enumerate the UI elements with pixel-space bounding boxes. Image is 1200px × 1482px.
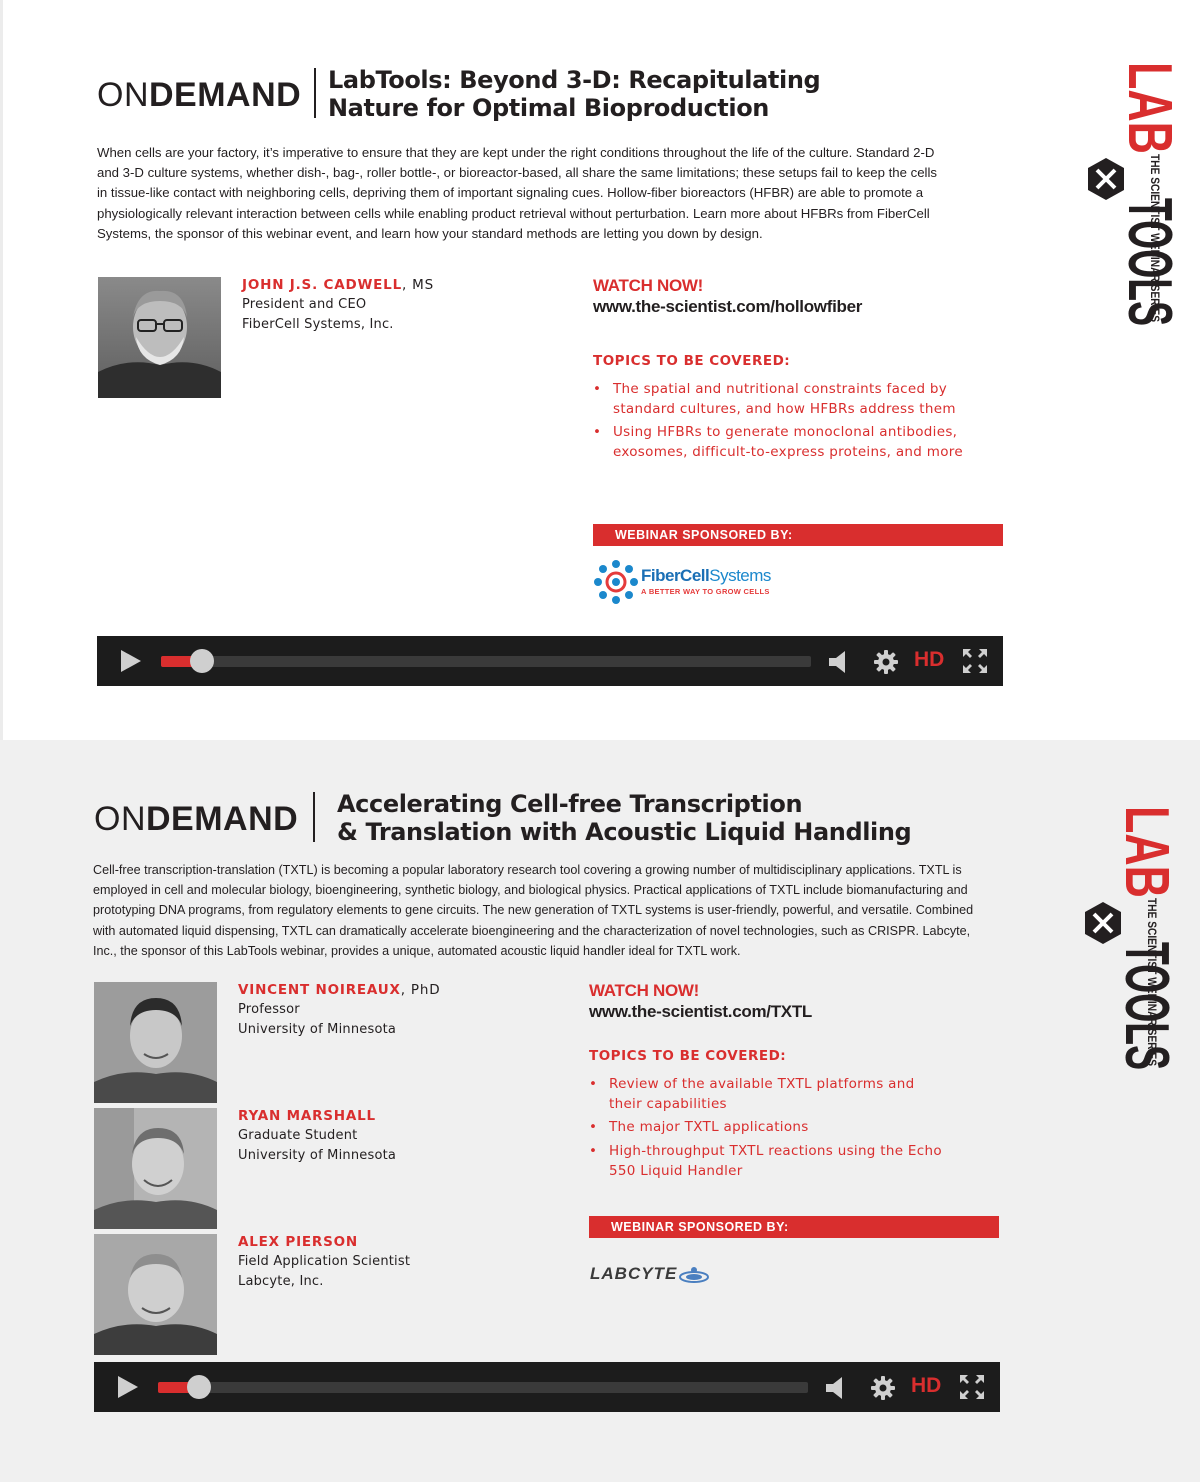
progress-handle[interactable] xyxy=(190,649,214,673)
title-line: Nature for Optimal Bioproduction xyxy=(328,94,769,122)
wrench-icon xyxy=(1088,158,1124,200)
fibercell-name-b: Systems xyxy=(709,566,771,585)
speaker-name xyxy=(238,1108,376,1124)
ondemand-on: ON xyxy=(94,800,146,838)
play-icon[interactable] xyxy=(118,1376,138,1398)
brand-series: THE SCIENTIST WEBINAR SERIES xyxy=(1148,154,1162,332)
brand-tools: TOO xyxy=(1115,198,1173,332)
title-line: LabTools: Beyond 3-D: Recapitulating xyxy=(328,66,821,94)
title-divider xyxy=(314,68,316,118)
brand-series: THE SCIENTIST WEBINAR SERIES xyxy=(1145,898,1159,1076)
play-icon[interactable] xyxy=(121,650,141,672)
ondemand-demand: DEMAND xyxy=(146,800,299,838)
webinar-card-2 xyxy=(0,740,1200,1482)
labtools-brand xyxy=(1070,806,1170,1076)
topic-item xyxy=(589,1142,1009,1181)
bullet-icon: • xyxy=(589,1119,598,1135)
video-player xyxy=(97,636,1003,686)
topic-line: standard cultures, and how HFBRs address them xyxy=(613,400,956,417)
description-line: physiologically relevant interaction between cells while enabling product retrieval without perturbation. Learn more about HFBRs from FiberCell xyxy=(97,205,930,221)
speaker-name-text: ALEX PIERSON xyxy=(238,1234,359,1250)
topic-line: their capabilities xyxy=(609,1095,727,1112)
topic-line: exosomes, difficult-to-express proteins, and more xyxy=(613,443,963,460)
progress-track[interactable] xyxy=(161,656,811,667)
brand-lab: LAB xyxy=(1115,62,1173,190)
topic-line: High-throughput TXTL reactions using the Echo xyxy=(609,1143,942,1159)
speaker-org: FiberCell Systems, Inc. xyxy=(242,317,394,332)
ondemand-label xyxy=(97,76,301,115)
fibercell-name-a: FiberCell xyxy=(641,566,710,585)
topic-line: Review of the available TXTL platforms and xyxy=(609,1076,915,1092)
webinar-description xyxy=(93,860,1013,961)
ondemand-demand: DEMAND xyxy=(149,76,302,114)
speaker-name-text: VINCENT NOIREAUX xyxy=(238,982,401,998)
fibercell-tagline: A BETTER WAY TO GROW CELLS xyxy=(641,587,770,596)
title-divider xyxy=(313,792,315,842)
hd-toggle[interactable]: HD xyxy=(914,648,945,671)
progress-handle[interactable] xyxy=(187,1375,211,1399)
fullscreen-icon[interactable] xyxy=(960,1375,984,1399)
speaker-photo xyxy=(94,982,217,1103)
fibercell-logo-icon xyxy=(593,560,639,604)
speaker-name xyxy=(242,277,434,293)
speaker-name-text: RYAN MARSHALL xyxy=(238,1108,376,1124)
webinar-card-1 xyxy=(0,0,1200,740)
webinar-url-link[interactable]: www.the-scientist.com/hollowfiber xyxy=(593,297,863,316)
ondemand-on: ON xyxy=(97,76,149,114)
watch-now-label: WATCH NOW! xyxy=(589,981,699,1000)
description-line: Inc., the sponsor of this LabTools webinar, provides a unique, automated acoustic liquid handler ideal for TXTL work. xyxy=(93,943,741,958)
hd-toggle[interactable]: HD xyxy=(911,1374,942,1397)
sponsor-bar: WEBINAR SPONSORED BY: xyxy=(589,1216,999,1238)
gear-icon[interactable] xyxy=(874,650,898,674)
brand-lab: LAB xyxy=(1112,806,1170,934)
topic-item xyxy=(589,1075,1009,1114)
description-line: with automated liquid dispensing, TXTL can dramatically accelerate bioengineering and the characterization of novel technologies, such as CRISPR. Labcyte, xyxy=(93,923,971,938)
speaker-photo xyxy=(94,1108,217,1229)
webinar-title xyxy=(337,790,911,846)
speaker-name-text: JOHN J.S. CADWELL xyxy=(242,277,402,293)
description-line: Systems, the sponsor of this webinar event, and learn how your standard methods are letting you down by design. xyxy=(97,225,763,241)
volume-icon[interactable] xyxy=(824,1376,852,1400)
speaker-photo xyxy=(98,277,221,398)
description-line: in tissue-like contact with neighboring cells, depriving them of important signaling cues. Hollow-fiber bioreactors (HFBR) are able to promote a xyxy=(97,185,924,201)
wrench-icon xyxy=(1085,902,1121,944)
title-line: Accelerating Cell-free Transcription xyxy=(337,790,803,818)
bullet-icon: • xyxy=(589,1076,598,1092)
fullscreen-icon[interactable] xyxy=(963,649,987,673)
speaker-role: Field Application Scientist xyxy=(238,1254,411,1269)
speaker-org: University of Minnesota xyxy=(238,1022,397,1037)
speaker-role: Professor xyxy=(238,1002,300,1017)
gear-icon[interactable] xyxy=(871,1376,895,1400)
labcyte-logo-icon xyxy=(676,1265,710,1285)
description-line: and 3-D culture systems, whether dish-, bag-, roller bottle-, or bioreactor-based, all share the same limitations; these setups fail to keep the cells xyxy=(97,165,938,181)
watch-now-label: WATCH NOW! xyxy=(593,276,703,295)
webinar-url-link[interactable]: www.the-scientist.com/TXTL xyxy=(589,1002,812,1021)
progress-fill xyxy=(158,1382,191,1393)
bullet-icon: • xyxy=(589,1143,598,1159)
fibercell-logo xyxy=(593,560,793,604)
webinar-description xyxy=(97,143,977,244)
labtools-brand xyxy=(1073,62,1173,332)
description-line: When cells are your factory, it’s imperative to ensure that they are kept under the right conditions throughout the life of the culture. Standard 2-D xyxy=(97,145,935,160)
video-player xyxy=(94,1362,1000,1412)
speaker-photo xyxy=(94,1234,217,1355)
topic-line: 550 Liquid Handler xyxy=(609,1162,743,1179)
speaker-name xyxy=(238,982,440,998)
topic-item xyxy=(589,1118,1009,1138)
brand-tools: TOO xyxy=(1112,942,1170,1076)
topics-heading: TOPICS TO BE COVERED: xyxy=(589,1048,787,1064)
topic-item xyxy=(593,423,1013,462)
topic-line: Using HFBRs to generate monoclonal antibodies, xyxy=(613,424,958,440)
progress-fill xyxy=(161,656,194,667)
webinar-title xyxy=(328,66,820,122)
speaker-org: University of Minnesota xyxy=(238,1148,397,1163)
description-line: employed in cell and molecular biology, bioengineering, synthetic biology, and biological physics. Practical applications of TXTL include biomanufacturing and xyxy=(93,883,968,898)
ondemand-label xyxy=(94,800,298,839)
topics-heading: TOPICS TO BE COVERED: xyxy=(593,353,791,369)
speaker-name xyxy=(238,1234,358,1250)
topic-line: The spatial and nutritional constraints faced by xyxy=(613,381,948,397)
description-line: prototyping DNA programs, from regulatory elements to gene circuits. The new generation of TXTL systems is user-friendly, powerful, and versatile. Combined xyxy=(93,903,974,918)
bullet-icon: • xyxy=(593,381,602,397)
sponsor-bar: WEBINAR SPONSORED BY: xyxy=(593,524,1003,546)
speaker-role: President and CEO xyxy=(242,297,367,312)
speaker-degree: , PhD xyxy=(400,982,441,998)
speaker-org: Labcyte, Inc. xyxy=(238,1274,324,1289)
volume-icon[interactable] xyxy=(827,650,855,674)
title-line: & Translation with Acoustic Liquid Handling xyxy=(337,818,912,846)
labcyte-logo xyxy=(590,1264,710,1288)
fibercell-wordmark xyxy=(641,566,771,586)
bullet-icon: • xyxy=(593,424,602,440)
topic-line: The major TXTL applications xyxy=(609,1119,809,1135)
speaker-role: Graduate Student xyxy=(238,1128,358,1143)
speaker-degree: , MS xyxy=(401,277,434,293)
progress-track[interactable] xyxy=(158,1382,808,1393)
labcyte-wordmark: LABCYTE xyxy=(590,1264,678,1283)
description-line: Cell-free transcription-translation (TXTL) is becoming a popular laboratory research tool covering a growing number of multidisciplinary applications. TXTL is xyxy=(93,863,962,877)
topic-item xyxy=(593,380,1013,419)
